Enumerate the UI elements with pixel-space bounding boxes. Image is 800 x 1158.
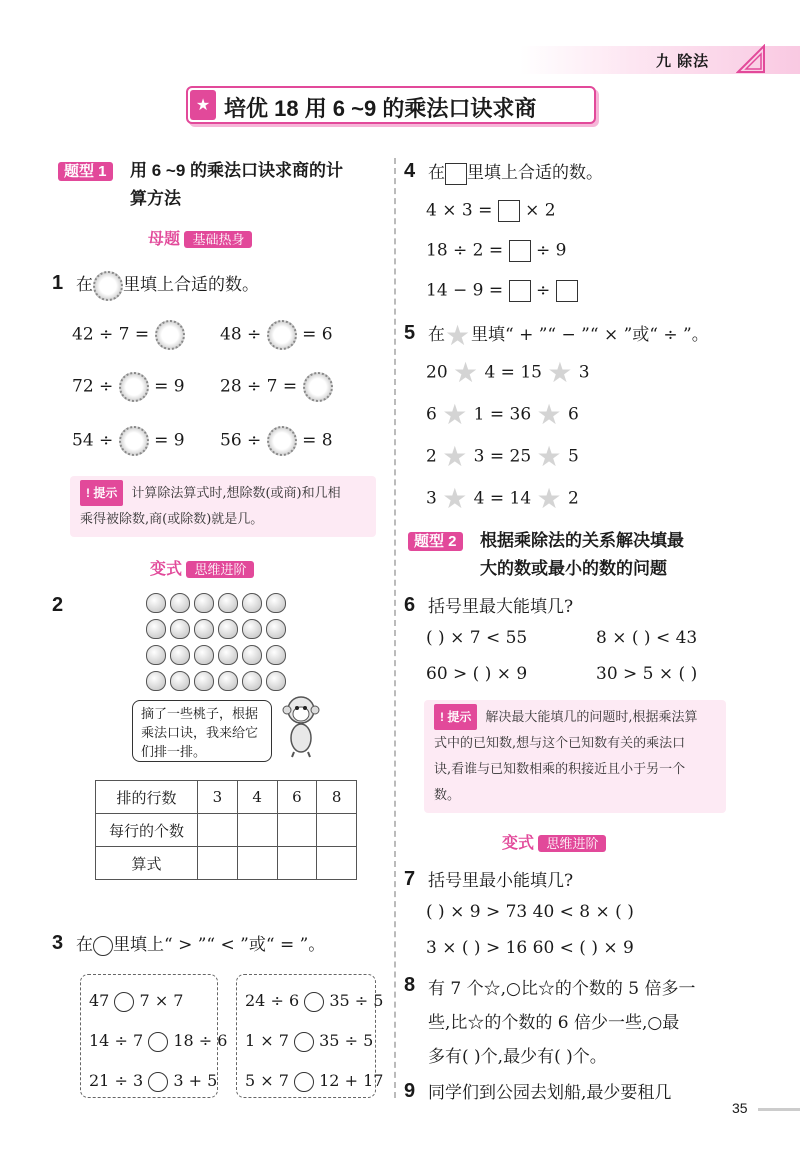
q8-line2: 些,比☆的个数的 6 倍少一些,○最 xyxy=(428,1013,680,1033)
tip-box-1 xyxy=(70,476,376,537)
star-blank[interactable]: ★ xyxy=(536,440,562,473)
q5-row xyxy=(426,356,590,389)
expr: 24 ÷ 6 xyxy=(245,991,300,1010)
peach-icon xyxy=(146,645,166,665)
expr: 54 ÷ xyxy=(72,430,114,451)
expr: 20 xyxy=(426,362,448,383)
q5-row xyxy=(426,440,579,473)
q1-row1-b xyxy=(220,320,333,350)
q5-text-a: 在 xyxy=(428,325,445,345)
page-number: 35 xyxy=(732,1100,748,1116)
square-blank[interactable] xyxy=(556,280,578,302)
compare-row xyxy=(245,1021,374,1061)
peach-icon xyxy=(266,671,286,691)
tip-box-2 xyxy=(424,700,726,813)
peach-icon xyxy=(242,619,262,639)
peach-icon xyxy=(266,619,286,639)
q6-line1b: 8 × ( ) < 43 xyxy=(596,628,698,648)
circle-blank-icon xyxy=(93,936,113,956)
q4-text-a: 在 xyxy=(428,163,445,183)
tip-line4: 数。 xyxy=(434,788,461,803)
answer-cell[interactable] xyxy=(317,814,357,847)
compare-box-2 xyxy=(236,974,384,1098)
star-blank[interactable]: ★ xyxy=(536,398,562,431)
tip-line3: 诀,看谁与已知数相乘的积接近且小于另一个 xyxy=(434,762,686,777)
star-blank[interactable]: ★ xyxy=(442,398,468,431)
compare-row xyxy=(245,981,384,1021)
square-blank-icon xyxy=(445,163,467,185)
tip-label: ! 提示 xyxy=(80,480,123,506)
type-1-title-line1: 用 6 ~9 的乘法口诀求商的计 xyxy=(130,161,344,180)
peach-icon xyxy=(170,619,190,639)
table-cell: 排的行数 xyxy=(96,781,198,814)
page-number-rule xyxy=(758,1108,800,1111)
expr: = 8 xyxy=(302,430,333,451)
column-divider xyxy=(394,158,396,1098)
peach-icon xyxy=(194,645,214,665)
expr: 1 = 36 xyxy=(473,404,532,425)
expr: 28 ÷ 7 = xyxy=(220,376,298,397)
q5-number: 5 xyxy=(404,322,416,344)
q1-row1-a xyxy=(72,320,185,350)
monkey-icon xyxy=(280,694,322,758)
variant-pill: 思维进阶 xyxy=(186,561,254,578)
type-2-title-line2: 大的数或最小的数的问题 xyxy=(480,559,667,578)
q6-line2b: 30 > 5 × ( ) xyxy=(596,664,698,684)
star-blank[interactable]: ★ xyxy=(442,440,468,473)
q4-line3 xyxy=(426,280,578,302)
table-row xyxy=(96,814,357,847)
expr: 35 ÷ 5 xyxy=(319,1031,374,1050)
expr: 1 × 7 xyxy=(245,1031,289,1050)
variant-header-1 xyxy=(150,556,254,579)
q6-number: 6 xyxy=(404,594,416,616)
peach-icon xyxy=(266,645,286,665)
sun-blank[interactable] xyxy=(267,426,297,456)
variant-label: 变式 xyxy=(502,835,535,852)
type-badge: 题型 1 xyxy=(58,162,113,181)
peach-icon xyxy=(218,619,238,639)
q7-number: 7 xyxy=(404,868,416,890)
q1-text-b: 里填上合适的数。 xyxy=(123,275,259,295)
expr: 3 + 5 xyxy=(173,1071,218,1090)
expr: 4 = 14 xyxy=(473,488,532,509)
expr: 42 ÷ 7 = xyxy=(72,324,150,345)
q3-text-b: 里填上“ > ”“ < ”或“ = ”。 xyxy=(113,935,326,955)
q7-line2: 3 × ( ) > 16 60 < ( ) × 9 xyxy=(426,938,634,958)
star-blank[interactable]: ★ xyxy=(442,482,468,515)
q6-line2a: 60 > ( ) × 9 xyxy=(426,664,528,684)
expr: 21 ÷ 3 xyxy=(89,1071,144,1090)
table-cell: 算式 xyxy=(96,847,198,880)
q7-prompt: 括号里最小能填几? xyxy=(428,871,574,891)
q3-number: 3 xyxy=(52,932,64,954)
q4-text-b: 里填上合适的数。 xyxy=(467,163,603,183)
square-blank[interactable] xyxy=(509,240,531,262)
expr: 3 = 25 xyxy=(473,446,532,467)
circle-blank[interactable] xyxy=(294,1032,314,1052)
q1-row3-a xyxy=(72,426,185,456)
expr: 18 ÷ 6 xyxy=(173,1031,228,1050)
peach-grid xyxy=(144,590,294,694)
q1-row3-b xyxy=(220,426,333,456)
expr: ÷ 9 xyxy=(535,240,567,261)
circle-blank[interactable] xyxy=(294,1072,314,1092)
q8-line1: 有 7 个☆,○比☆的个数的 5 倍多一 xyxy=(428,979,696,999)
answer-cell[interactable] xyxy=(277,814,317,847)
star-blank[interactable]: ★ xyxy=(547,356,573,389)
expr: 35 ÷ 5 xyxy=(329,991,384,1010)
sun-blank-icon xyxy=(93,271,123,301)
q6-prompt: 括号里最大能填几? xyxy=(428,597,574,617)
q1-number: 1 xyxy=(52,272,64,294)
peach-icon xyxy=(194,671,214,691)
q8-text xyxy=(428,972,695,1074)
q9-text: 同学们到公园去划船,最少要租几 xyxy=(428,1083,672,1103)
expr: 6 xyxy=(567,404,579,425)
q8-number: 8 xyxy=(404,974,416,996)
expr: 14 − 9 = xyxy=(426,280,504,301)
chapter-label: 九 除法 xyxy=(656,53,710,70)
peach-icon xyxy=(194,593,214,613)
q4-prompt xyxy=(428,158,603,185)
variant-pill: 思维进阶 xyxy=(538,835,606,852)
expr: 18 ÷ 2 = xyxy=(426,240,504,261)
expr: 5 xyxy=(567,446,579,467)
circle-blank[interactable] xyxy=(148,1072,168,1092)
q1-row2-a xyxy=(72,372,185,402)
q6-line1a: ( ) × 7 < 55 xyxy=(426,628,528,648)
sun-blank[interactable] xyxy=(155,320,185,350)
expr: 4 × 3 = xyxy=(426,200,493,221)
circle-blank[interactable] xyxy=(304,992,324,1012)
type-badge: 题型 2 xyxy=(408,532,463,551)
table-cell: 4 xyxy=(237,781,277,814)
expr: = 9 xyxy=(154,376,185,397)
answer-cell[interactable] xyxy=(198,847,238,880)
sun-blank[interactable] xyxy=(267,320,297,350)
star-blank[interactable]: ★ xyxy=(453,356,479,389)
compare-row xyxy=(89,1021,228,1061)
star-blank[interactable]: ★ xyxy=(536,482,562,515)
expr: 2 xyxy=(567,488,579,509)
compare-row xyxy=(245,1061,384,1101)
page-title: 培优 18 用 6 ~9 的乘法口诀求商 xyxy=(224,96,537,121)
q3-prompt xyxy=(76,930,325,956)
tip-line2: 式中的已知数,想与这个已知数有关的乘法口 xyxy=(434,736,686,751)
q2-table xyxy=(95,780,357,880)
expr: 6 xyxy=(426,404,437,425)
peach-icon xyxy=(242,593,262,613)
speech-bubble: 摘了一些桃子，根据乘法口诀，我来给它们排一排。 xyxy=(132,700,272,762)
tip-line2: 乘得被除数,商(或除数)就是几。 xyxy=(80,512,264,527)
answer-cell[interactable] xyxy=(237,814,277,847)
mother-pill: 基础热身 xyxy=(184,231,252,248)
q3-text-a: 在 xyxy=(76,935,93,955)
peach-icon xyxy=(170,645,190,665)
type-2-title-line1: 根据乘除法的关系解决填最 xyxy=(480,531,684,550)
sun-blank[interactable] xyxy=(119,372,149,402)
expr: 4 = 15 xyxy=(484,362,542,383)
star-icon: ★ xyxy=(190,90,216,120)
expr: 12 + 17 xyxy=(319,1071,384,1090)
peach-icon xyxy=(146,671,166,691)
expr: 48 ÷ xyxy=(220,324,262,345)
table-cell: 每行的个数 xyxy=(96,814,198,847)
mother-label: 母题 xyxy=(148,231,181,248)
q4-line2 xyxy=(426,240,566,262)
answer-cell[interactable] xyxy=(237,847,277,880)
table-row xyxy=(96,781,357,814)
table-row xyxy=(96,847,357,880)
expr: 14 ÷ 7 xyxy=(89,1031,144,1050)
q5-text-b: 里填“ + ”“ − ”“ × ”或“ ÷ ”。 xyxy=(471,325,709,345)
peach-icon xyxy=(218,593,238,613)
q1-text-a: 在 xyxy=(76,275,93,295)
tip-line1: 计算除法算式时,想除数(或商)和几相 xyxy=(131,486,341,501)
expr: = 9 xyxy=(154,430,185,451)
expr: 2 xyxy=(426,446,437,467)
expr: = 6 xyxy=(302,324,333,345)
q5-row xyxy=(426,398,579,431)
variant-label: 变式 xyxy=(150,561,183,578)
q5-row xyxy=(426,482,579,515)
q8-line3: 多有( )个,最少有( )个。 xyxy=(428,1047,607,1067)
peach-icon xyxy=(146,619,166,639)
peach-icon xyxy=(242,645,262,665)
question-type-1 xyxy=(58,160,113,181)
circle-blank[interactable] xyxy=(114,992,134,1012)
q9-number: 9 xyxy=(404,1080,416,1102)
compare-row xyxy=(89,981,209,1021)
expr: 7 × 7 xyxy=(139,991,184,1010)
peach-icon xyxy=(146,593,166,613)
q7-line1: ( ) × 9 > 73 40 < 8 × ( ) xyxy=(426,902,634,922)
tip-line1: 解决最大能填几的问题时,根据乘法算 xyxy=(485,710,698,725)
q2-number: 2 xyxy=(52,594,64,616)
variant-header-2 xyxy=(502,830,606,853)
table-cell: 8 xyxy=(317,781,357,814)
square-blank[interactable] xyxy=(509,280,531,302)
expr: 3 xyxy=(426,488,437,509)
q5-prompt xyxy=(428,318,709,352)
q1-prompt xyxy=(76,270,259,301)
expr: 56 ÷ xyxy=(220,430,262,451)
mother-question-header xyxy=(148,226,252,249)
sun-blank[interactable] xyxy=(303,372,333,402)
expr: 5 × 7 xyxy=(245,1071,289,1090)
peach-icon xyxy=(218,645,238,665)
question-type-2 xyxy=(408,530,463,551)
type-1-title-line2: 算方法 xyxy=(130,189,181,208)
q4-number: 4 xyxy=(404,160,416,182)
q4-line1 xyxy=(426,200,556,222)
expr: 3 xyxy=(578,362,590,383)
sun-blank[interactable] xyxy=(119,426,149,456)
answer-cell[interactable] xyxy=(317,847,357,880)
table-cell: 6 xyxy=(277,781,317,814)
peach-icon xyxy=(170,671,190,691)
peach-icon xyxy=(218,671,238,691)
square-blank[interactable] xyxy=(498,200,520,222)
ruler-triangle-icon xyxy=(736,44,766,74)
expr: ÷ xyxy=(535,280,551,301)
answer-cell[interactable] xyxy=(198,814,238,847)
expr: × 2 xyxy=(525,200,556,221)
circle-blank[interactable] xyxy=(148,1032,168,1052)
peach-icon xyxy=(194,619,214,639)
peach-icon xyxy=(266,593,286,613)
peach-icon xyxy=(170,593,190,613)
expr: 47 xyxy=(89,991,110,1010)
compare-row xyxy=(89,1061,218,1101)
q1-row2-b xyxy=(220,372,333,402)
star-blank-icon: ★ xyxy=(445,318,471,352)
compare-box-1 xyxy=(80,974,228,1098)
table-cell: 3 xyxy=(198,781,238,814)
tip-label: ! 提示 xyxy=(434,704,477,730)
expr: 72 ÷ xyxy=(72,376,114,397)
answer-cell[interactable] xyxy=(277,847,317,880)
peach-icon xyxy=(242,671,262,691)
